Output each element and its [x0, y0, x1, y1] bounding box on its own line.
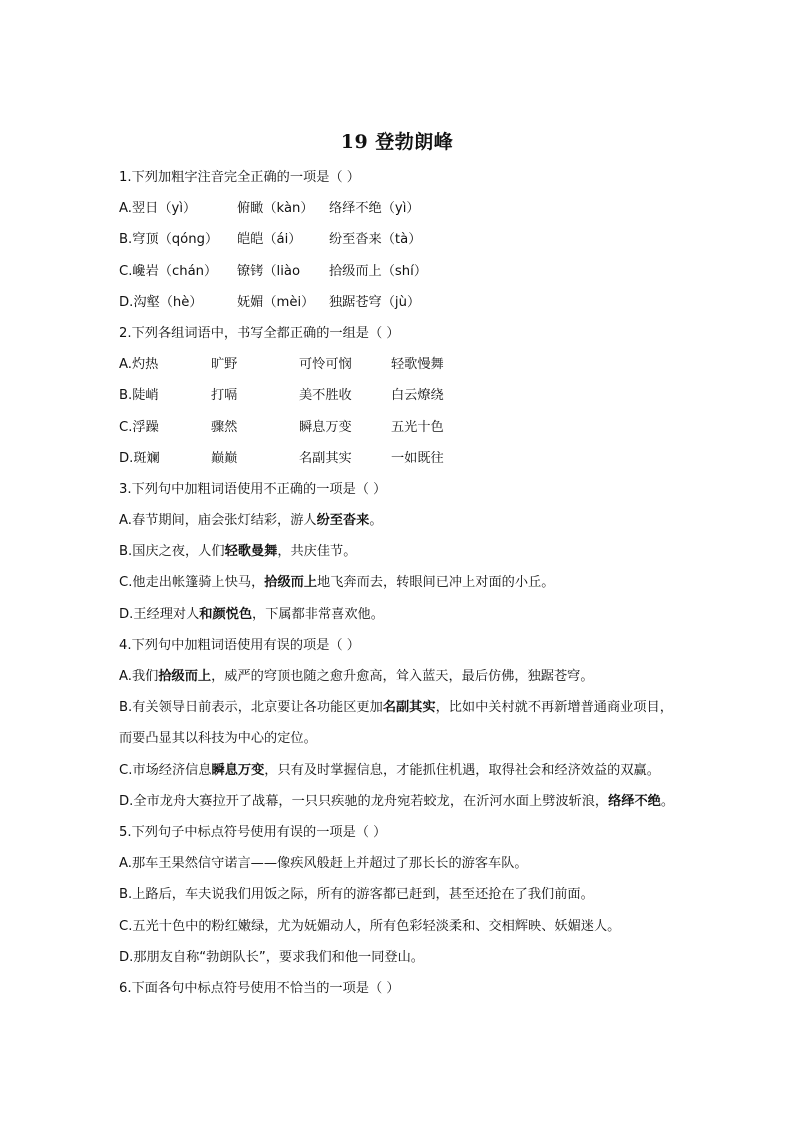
- bold-term: 拾级而上: [158, 669, 212, 684]
- question-2-option-a: [119, 349, 679, 380]
- question-1-option-a: [119, 193, 679, 224]
- word: A.灼热: [119, 357, 159, 373]
- question-3-option-d: [119, 599, 679, 630]
- option-part: 俯瞰（kàn）: [237, 201, 314, 217]
- text: ，下属都非常喜欢他。: [252, 606, 384, 622]
- question-5-option-c: C.五光十色中的粉红嫩绿，尤为妩媚动人，所有色彩轻淡柔和、交相辉映、妖媚迷人。: [119, 918, 621, 934]
- word: 美不胜收: [299, 388, 352, 404]
- option-part: 妩媚（mèi）: [237, 294, 315, 310]
- word: 骤然: [211, 419, 238, 435]
- question-3-stem: 3.下列句中加粗词语使用不正确的一项是（ ）: [119, 481, 387, 497]
- word: 名副其实: [299, 450, 352, 466]
- option-part: A.翌日（yì）: [119, 201, 197, 217]
- option-part: 皑皑（ái）: [237, 232, 302, 248]
- text: ，只有及时掌握信息，才能抓住机遇，取得社会和经济效益的双赢。: [264, 762, 660, 778]
- question-1-option-d: [119, 287, 679, 318]
- word: C.浮躁: [119, 419, 159, 435]
- question-1-stem: 1.下列加粗字注音完全正确的一项是（ ）: [119, 170, 360, 185]
- question-4-option-a: [119, 661, 679, 692]
- text: ，共庆佳节。: [277, 544, 357, 560]
- option-part: D.沟壑（hè）: [119, 294, 203, 310]
- question-3-option-b: [119, 536, 679, 567]
- option-part: 络绎不绝（yì）: [329, 201, 420, 217]
- question-5-option-d: D.那朋友自称“勃朗队长”，要求我们和他一同登山。: [119, 949, 424, 965]
- text: 。: [369, 513, 383, 529]
- bold-term: 瞬息万变: [211, 762, 265, 778]
- bold-term: 络绎不绝: [608, 793, 661, 809]
- question-6-stem: 6.下面各句中标点符号使用不恰当的一项是（ ）: [119, 980, 400, 996]
- question-2-option-c: [119, 412, 679, 443]
- option-part: C.巉岩（chán）: [119, 263, 218, 279]
- word: 可怜可悯: [299, 357, 352, 373]
- text: D.王经理对人: [119, 606, 200, 622]
- question-3-option-a: [119, 505, 679, 536]
- option-part: B.穹顶（qóng）: [119, 232, 219, 248]
- text: D.全市龙舟大赛拉开了战幕，一只只疾驰的龙舟宛若蛟龙，在沂河水面上劈波斩浪，: [119, 793, 609, 809]
- page-title: 19 登勃朗峰: [340, 131, 454, 153]
- question-5-option-a: A.那车王果然信守诺言——像疾风般赶上并超过了那长长的游客车队。: [119, 856, 528, 872]
- text: ，比如中关村就不再新增普通商业项目，而要凸显其以科技为中心的定位。: [119, 700, 673, 747]
- text: B.国庆之夜，人们: [119, 544, 225, 560]
- option-part: 纷至沓来（tà）: [329, 232, 422, 248]
- document-body: [119, 162, 679, 1004]
- bold-term: 纷至沓来: [316, 513, 370, 529]
- word: 瞬息万变: [299, 419, 352, 435]
- word: 一如既往: [391, 450, 444, 466]
- word: 白云燎绕: [391, 388, 444, 404]
- option-part: 镣铐（liào: [237, 263, 301, 279]
- question-4-option-b: [119, 692, 679, 754]
- question-4-option-d: [119, 786, 679, 817]
- bold-term: 轻歌曼舞: [224, 544, 278, 560]
- word: D.斑斓: [119, 450, 160, 466]
- question-2-option-b: [119, 380, 679, 411]
- question-2-stem: 2.下列各组词语中，书写全都正确的一组是（ ）: [119, 325, 400, 341]
- option-part: 独踞苍穹（jù）: [329, 294, 421, 310]
- word: 五光十色: [391, 419, 444, 435]
- text: C.市场经济信息: [119, 762, 212, 778]
- text: ，威严的穹顶也随之愈升愈高，耸入蓝天，最后仿佛，独踞苍穹。: [211, 669, 594, 684]
- text: A.春节期间，庙会张灯结彩，游人: [119, 513, 317, 529]
- option-part: 拾级而上（shí）: [329, 263, 428, 279]
- question-3-option-c: [119, 567, 679, 598]
- text: B.有关领导日前表示，北京要让各功能区更加: [119, 700, 383, 716]
- question-4-option-c: [119, 755, 679, 786]
- bold-term: 拾级而上: [264, 575, 318, 591]
- bold-term: 和颜悦色: [199, 606, 253, 622]
- word: 打嗝: [211, 388, 238, 404]
- question-4-stem: 4.下列句中加粗词语使用有误的项是（ ）: [119, 637, 360, 653]
- bold-term: 名副其实: [382, 700, 436, 716]
- text: 地飞奔而去，转眼间已冲上对面的小丘。: [317, 575, 555, 591]
- word: B.陡峭: [119, 388, 159, 404]
- question-5-stem: 5.下列句子中标点符号使用有误的一项是（ ）: [119, 824, 387, 840]
- question-1-option-b: [119, 224, 679, 255]
- word: 巅巅: [211, 450, 238, 466]
- text: C.他走出帐篷骑上快马，: [119, 575, 265, 591]
- word: 旷野: [211, 357, 238, 373]
- text: A.我们: [119, 669, 159, 684]
- question-5-option-b: B.上路后，车夫说我们用饭之际，所有的游客都已赶到，甚至还抢在了我们前面。: [119, 887, 594, 903]
- word: 轻歌慢舞: [391, 357, 444, 373]
- question-1-option-c: [119, 256, 679, 287]
- text: 。: [660, 793, 675, 809]
- question-2-option-d: [119, 443, 679, 474]
